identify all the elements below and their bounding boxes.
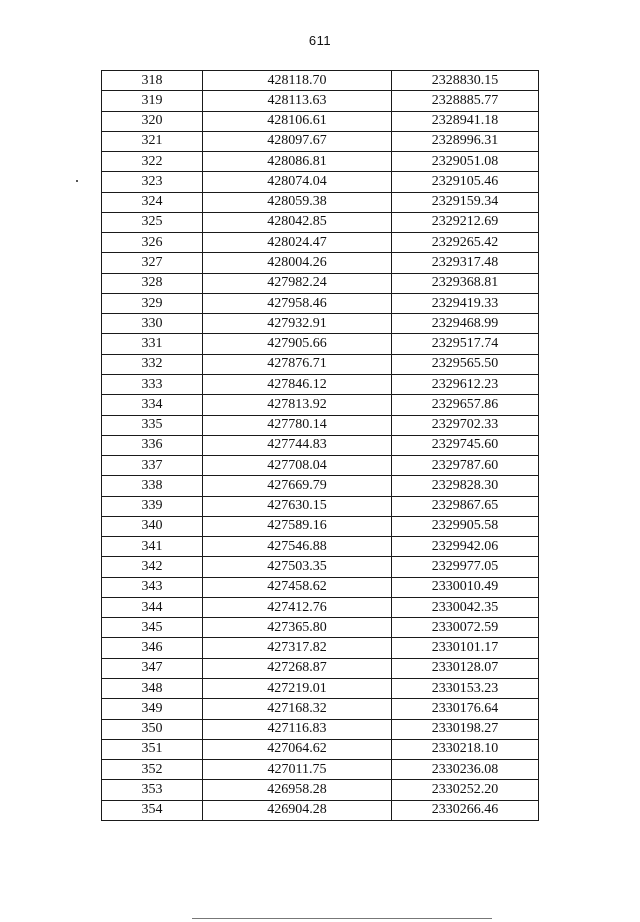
point-number-cell: 340 (102, 516, 203, 536)
x-coordinate-cell: 427846.12 (203, 374, 392, 394)
table-row (102, 516, 539, 536)
x-coordinate-cell: 427011.75 (203, 760, 392, 780)
table-row (102, 699, 539, 719)
point-number-cell: 349 (102, 699, 203, 719)
coordinate-table-body (102, 71, 539, 821)
point-number-cell: 335 (102, 415, 203, 435)
table-row (102, 253, 539, 273)
table-row (102, 91, 539, 111)
y-coordinate-cell: 2329745.60 (392, 435, 539, 455)
y-coordinate-cell: 2330176.64 (392, 699, 539, 719)
x-coordinate-cell: 427982.24 (203, 273, 392, 293)
y-coordinate-cell: 2329317.48 (392, 253, 539, 273)
y-coordinate-cell: 2329051.08 (392, 152, 539, 172)
table-row (102, 719, 539, 739)
x-coordinate-cell: 427365.80 (203, 618, 392, 638)
x-coordinate-cell: 428118.70 (203, 71, 392, 91)
point-number-cell: 351 (102, 739, 203, 759)
y-coordinate-cell: 2329212.69 (392, 212, 539, 232)
point-number-cell: 337 (102, 456, 203, 476)
table-row (102, 456, 539, 476)
table-row (102, 678, 539, 698)
y-coordinate-cell: 2329787.60 (392, 456, 539, 476)
x-coordinate-cell: 427546.88 (203, 537, 392, 557)
x-coordinate-cell: 427219.01 (203, 678, 392, 698)
y-coordinate-cell: 2329517.74 (392, 334, 539, 354)
x-coordinate-cell: 427268.87 (203, 658, 392, 678)
x-coordinate-cell: 426958.28 (203, 780, 392, 800)
table-row (102, 293, 539, 313)
table-row (102, 395, 539, 415)
table-row (102, 577, 539, 597)
table-row (102, 618, 539, 638)
point-number-cell: 345 (102, 618, 203, 638)
scan-speck (76, 180, 78, 182)
y-coordinate-cell: 2329419.33 (392, 293, 539, 313)
y-coordinate-cell: 2329368.81 (392, 273, 539, 293)
y-coordinate-cell: 2329828.30 (392, 476, 539, 496)
x-coordinate-cell: 427630.15 (203, 496, 392, 516)
x-coordinate-cell: 427958.46 (203, 293, 392, 313)
point-number-cell: 326 (102, 233, 203, 253)
table-row (102, 152, 539, 172)
x-coordinate-cell: 428004.26 (203, 253, 392, 273)
y-coordinate-cell: 2330252.20 (392, 780, 539, 800)
table-row (102, 233, 539, 253)
point-number-cell: 353 (102, 780, 203, 800)
table-row (102, 415, 539, 435)
table-row (102, 212, 539, 232)
point-number-cell: 322 (102, 152, 203, 172)
y-coordinate-cell: 2330266.46 (392, 800, 539, 820)
y-coordinate-cell: 2330153.23 (392, 678, 539, 698)
page-number: 611 (308, 33, 332, 48)
point-number-cell: 352 (102, 760, 203, 780)
scan-bottom-edge (192, 918, 492, 919)
x-coordinate-cell: 427168.32 (203, 699, 392, 719)
point-number-cell: 346 (102, 638, 203, 658)
y-coordinate-cell: 2330218.10 (392, 739, 539, 759)
point-number-cell: 350 (102, 719, 203, 739)
y-coordinate-cell: 2330236.08 (392, 760, 539, 780)
y-coordinate-cell: 2330042.35 (392, 597, 539, 617)
x-coordinate-cell: 427412.76 (203, 597, 392, 617)
y-coordinate-cell: 2330128.07 (392, 658, 539, 678)
x-coordinate-cell: 427932.91 (203, 314, 392, 334)
y-coordinate-cell: 2329905.58 (392, 516, 539, 536)
point-number-cell: 330 (102, 314, 203, 334)
table-row (102, 131, 539, 151)
point-number-cell: 320 (102, 111, 203, 131)
table-row (102, 537, 539, 557)
x-coordinate-cell: 426904.28 (203, 800, 392, 820)
x-coordinate-cell: 428086.81 (203, 152, 392, 172)
y-coordinate-cell: 2329468.99 (392, 314, 539, 334)
y-coordinate-cell: 2329612.23 (392, 374, 539, 394)
table-row (102, 597, 539, 617)
y-coordinate-cell: 2328996.31 (392, 131, 539, 151)
y-coordinate-cell: 2329105.46 (392, 172, 539, 192)
x-coordinate-cell: 427905.66 (203, 334, 392, 354)
x-coordinate-cell: 428113.63 (203, 91, 392, 111)
point-number-cell: 324 (102, 192, 203, 212)
x-coordinate-cell: 427116.83 (203, 719, 392, 739)
point-number-cell: 319 (102, 91, 203, 111)
x-coordinate-cell: 428042.85 (203, 212, 392, 232)
table-row (102, 496, 539, 516)
table-row (102, 800, 539, 820)
coordinate-table-container (101, 70, 538, 821)
point-number-cell: 348 (102, 678, 203, 698)
point-number-cell: 342 (102, 557, 203, 577)
x-coordinate-cell: 428097.67 (203, 131, 392, 151)
y-coordinate-cell: 2328830.15 (392, 71, 539, 91)
x-coordinate-cell: 427813.92 (203, 395, 392, 415)
point-number-cell: 339 (102, 496, 203, 516)
point-number-cell: 331 (102, 334, 203, 354)
point-number-cell: 332 (102, 354, 203, 374)
point-number-cell: 323 (102, 172, 203, 192)
coordinate-table (101, 70, 539, 821)
y-coordinate-cell: 2330072.59 (392, 618, 539, 638)
y-coordinate-cell: 2330198.27 (392, 719, 539, 739)
table-row (102, 557, 539, 577)
x-coordinate-cell: 427780.14 (203, 415, 392, 435)
table-row (102, 334, 539, 354)
table-row (102, 111, 539, 131)
table-row (102, 273, 539, 293)
y-coordinate-cell: 2329942.06 (392, 537, 539, 557)
x-coordinate-cell: 427064.62 (203, 739, 392, 759)
x-coordinate-cell: 427708.04 (203, 456, 392, 476)
x-coordinate-cell: 428106.61 (203, 111, 392, 131)
x-coordinate-cell: 427317.82 (203, 638, 392, 658)
x-coordinate-cell: 427589.16 (203, 516, 392, 536)
table-row (102, 314, 539, 334)
table-row (102, 780, 539, 800)
y-coordinate-cell: 2329867.65 (392, 496, 539, 516)
point-number-cell: 343 (102, 577, 203, 597)
y-coordinate-cell: 2329565.50 (392, 354, 539, 374)
y-coordinate-cell: 2329265.42 (392, 233, 539, 253)
point-number-cell: 338 (102, 476, 203, 496)
point-number-cell: 321 (102, 131, 203, 151)
x-coordinate-cell: 428059.38 (203, 192, 392, 212)
table-row (102, 739, 539, 759)
table-row (102, 354, 539, 374)
x-coordinate-cell: 427669.79 (203, 476, 392, 496)
x-coordinate-cell: 427744.83 (203, 435, 392, 455)
x-coordinate-cell: 428074.04 (203, 172, 392, 192)
y-coordinate-cell: 2330010.49 (392, 577, 539, 597)
point-number-cell: 344 (102, 597, 203, 617)
y-coordinate-cell: 2328941.18 (392, 111, 539, 131)
y-coordinate-cell: 2329977.05 (392, 557, 539, 577)
point-number-cell: 329 (102, 293, 203, 313)
table-row (102, 638, 539, 658)
table-row (102, 374, 539, 394)
y-coordinate-cell: 2328885.77 (392, 91, 539, 111)
point-number-cell: 336 (102, 435, 203, 455)
point-number-cell: 327 (102, 253, 203, 273)
table-row (102, 71, 539, 91)
y-coordinate-cell: 2329702.33 (392, 415, 539, 435)
point-number-cell: 328 (102, 273, 203, 293)
x-coordinate-cell: 427503.35 (203, 557, 392, 577)
point-number-cell: 325 (102, 212, 203, 232)
table-row (102, 192, 539, 212)
table-row (102, 476, 539, 496)
table-row (102, 172, 539, 192)
point-number-cell: 354 (102, 800, 203, 820)
x-coordinate-cell: 427876.71 (203, 354, 392, 374)
table-row (102, 658, 539, 678)
y-coordinate-cell: 2329159.34 (392, 192, 539, 212)
point-number-cell: 318 (102, 71, 203, 91)
x-coordinate-cell: 427458.62 (203, 577, 392, 597)
point-number-cell: 341 (102, 537, 203, 557)
x-coordinate-cell: 428024.47 (203, 233, 392, 253)
y-coordinate-cell: 2330101.17 (392, 638, 539, 658)
y-coordinate-cell: 2329657.86 (392, 395, 539, 415)
point-number-cell: 333 (102, 374, 203, 394)
table-row (102, 760, 539, 780)
table-row (102, 435, 539, 455)
point-number-cell: 347 (102, 658, 203, 678)
point-number-cell: 334 (102, 395, 203, 415)
